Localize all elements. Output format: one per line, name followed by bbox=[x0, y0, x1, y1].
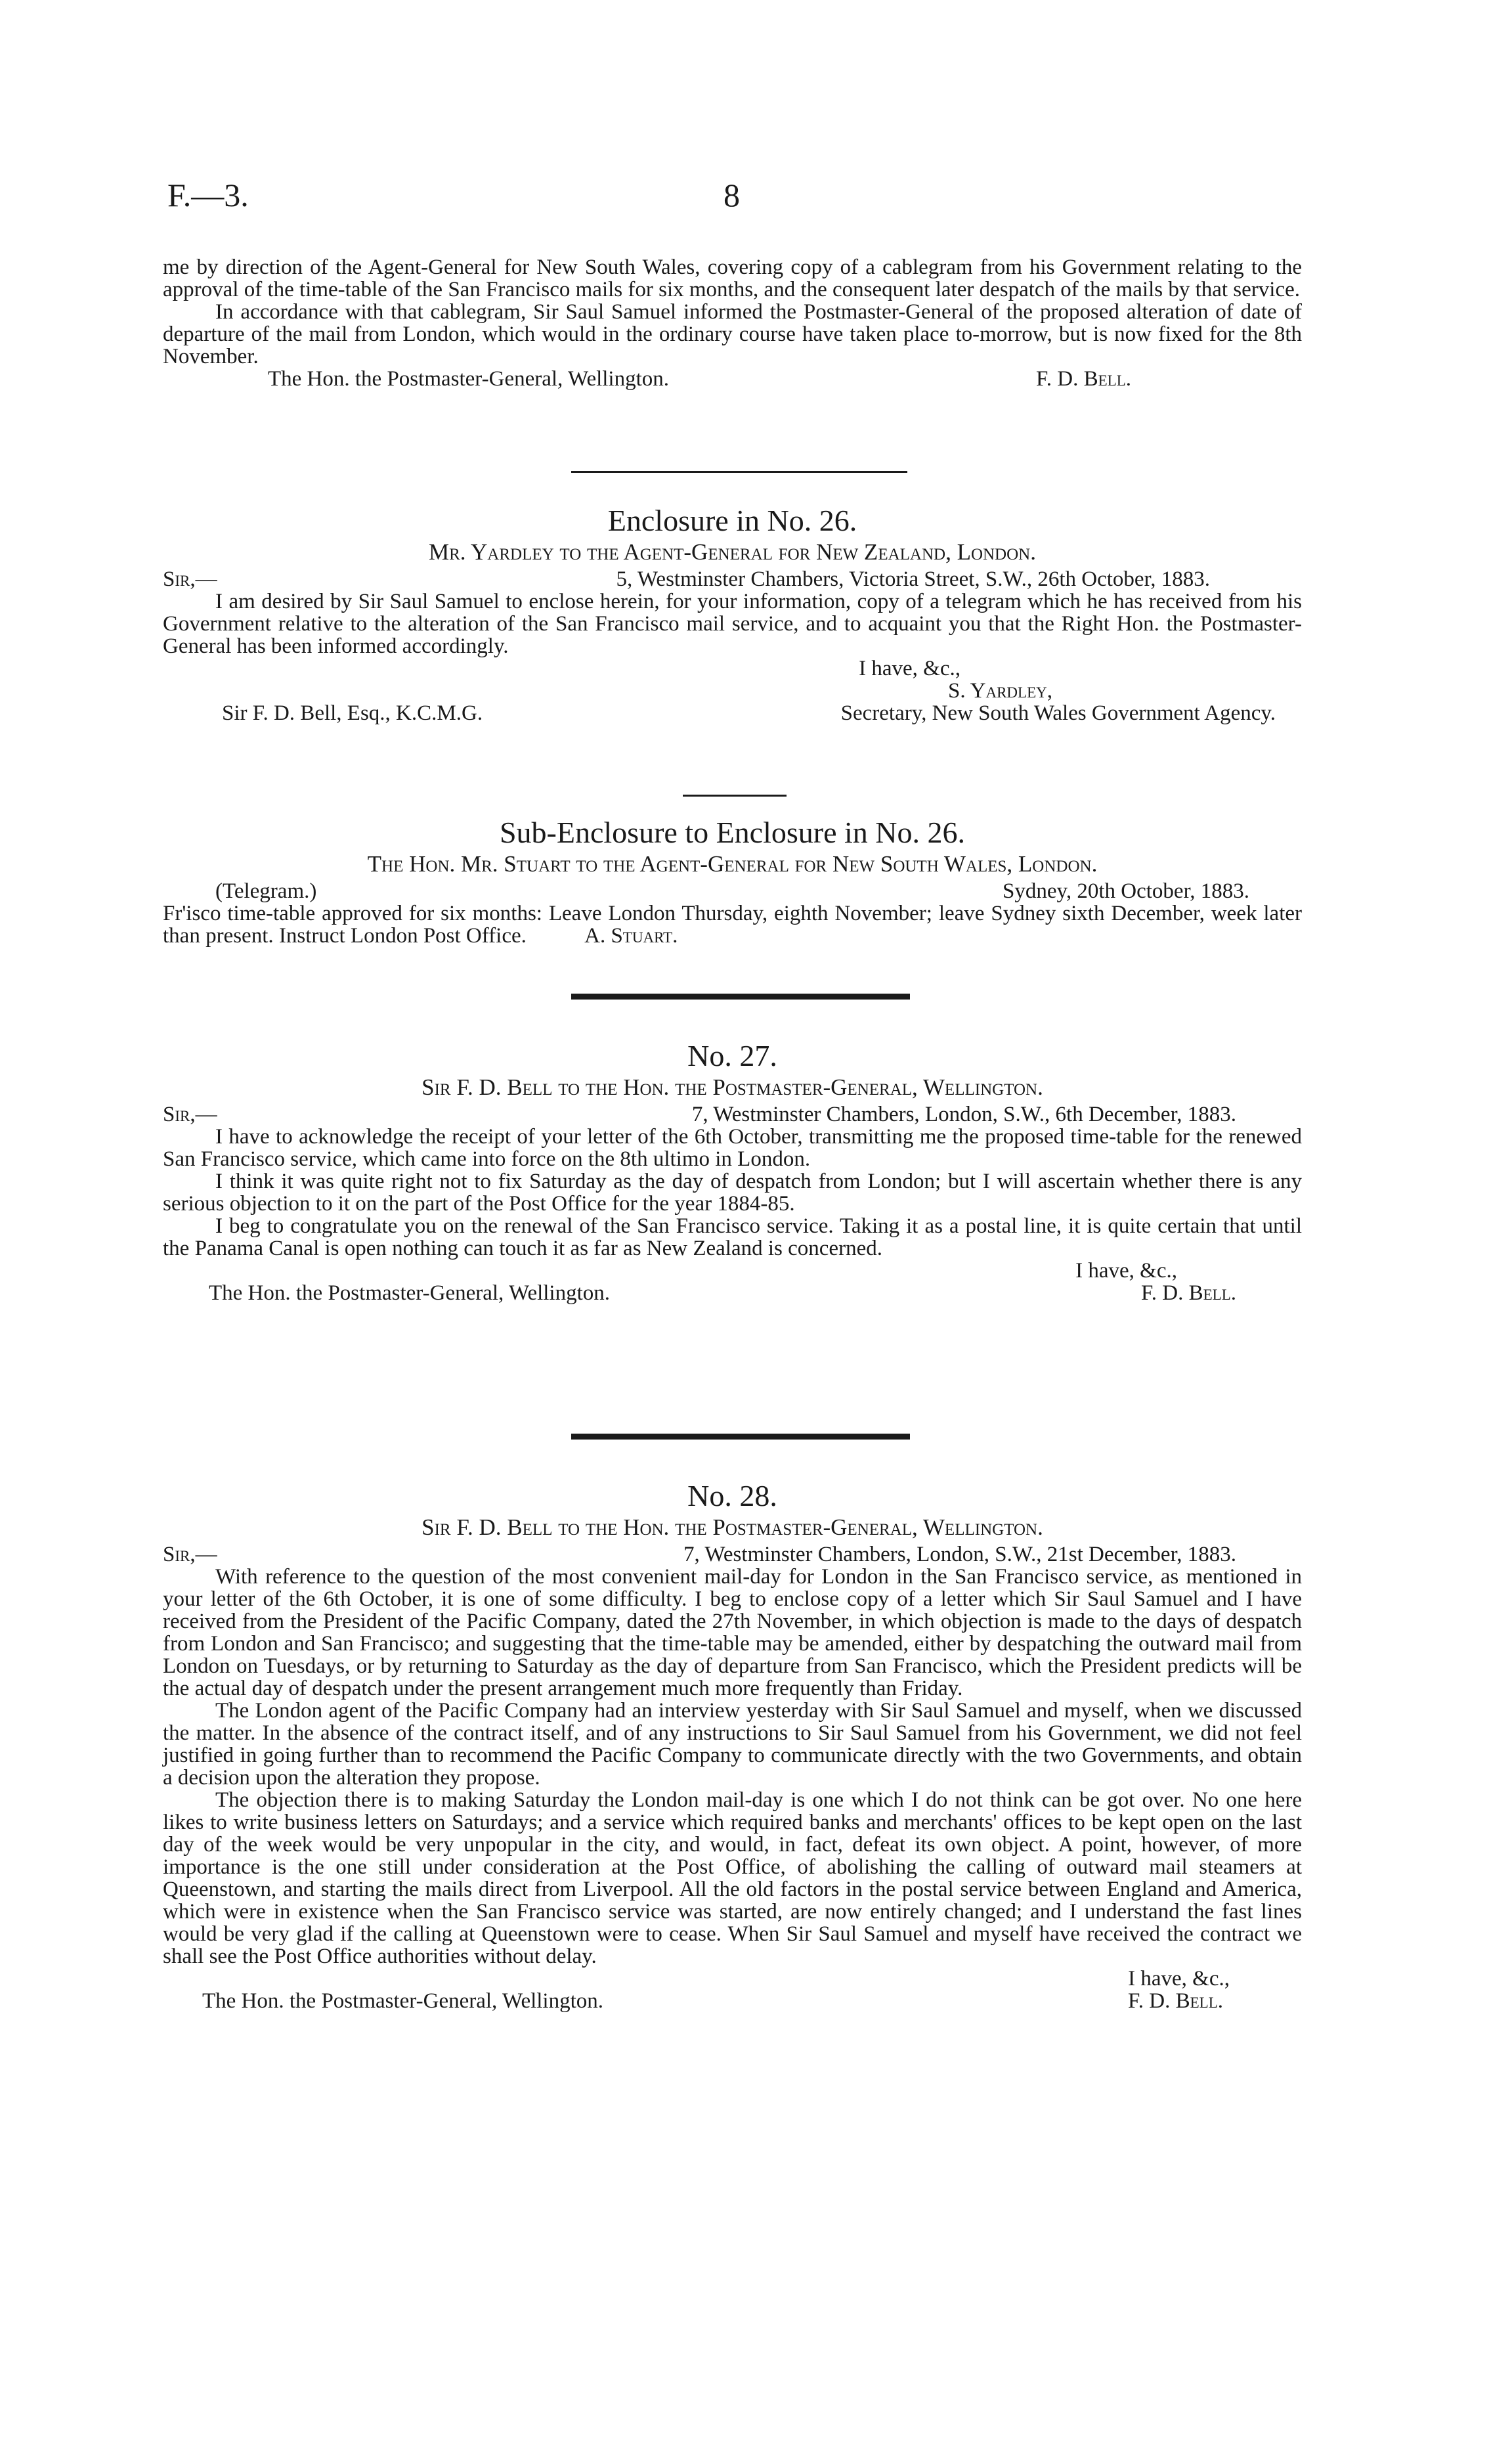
page-reference: F.—3. bbox=[167, 177, 249, 213]
closing: I have, &c., bbox=[1075, 1259, 1177, 1283]
salutation-row bbox=[163, 1103, 1302, 1126]
subenclosure-26 bbox=[163, 814, 1302, 947]
paragraph: I have to acknowledge the receipt of your letter of the 6th October, transmitting me the proposed time-table for the renewed San Francisco service, which came into force on the 8th ultimo in London. bbox=[163, 1125, 1302, 1171]
addressee-title-row bbox=[163, 702, 1302, 724]
addressee-signature-row bbox=[163, 1282, 1302, 1304]
section-heading: Sub-Enclosure to Enclosure in No. 26. bbox=[499, 816, 966, 849]
signature: A. Stuart. bbox=[584, 924, 678, 948]
closing: I have, &c., bbox=[859, 657, 961, 680]
letter-body bbox=[163, 1126, 1302, 1260]
thick-divider bbox=[571, 1434, 910, 1440]
address-date: 5, Westminster Chambers, Victoria Street, S.W., 26th October, 1883. bbox=[616, 567, 1210, 591]
address-date: 7, Westminster Chambers, London, S.W., 21st December, 1883. bbox=[683, 1543, 1236, 1566]
signature: F. D. Bell. bbox=[1128, 1989, 1223, 2013]
letter-body bbox=[163, 1566, 1302, 1968]
signature: F. D. Bell. bbox=[1141, 1281, 1236, 1305]
signature: S. Yardley, bbox=[948, 679, 1052, 703]
salutation: Sir,— bbox=[163, 1103, 217, 1126]
addressee-signature-row bbox=[163, 368, 1302, 390]
top-section bbox=[163, 256, 1302, 390]
telegram-text bbox=[163, 902, 1302, 947]
paragraph: me by direction of the Agent-General for New South Wales, covering copy of a cablegram from his Government relating to the approval of the time-table of the San Francisco mails for six months, and the consequent later despatch of the mails by that service. bbox=[163, 255, 1302, 301]
section-subheading: The Hon. Mr. Stuart to the Agent-General for New South Wales, London. bbox=[367, 851, 1098, 877]
salutation-row bbox=[163, 568, 1302, 590]
salutation: Sir,— bbox=[163, 567, 217, 591]
addressee: The Hon. the Postmaster-General, Wellington. bbox=[209, 1281, 611, 1305]
signature: F. D. Bell. bbox=[1036, 367, 1131, 391]
paragraph: In accordance with that cablegram, Sir Saul Samuel informed the Postmaster-General of the proposed alteration of date of departure of the mail from London, which would in the ordinary course have taken place to-morrow, but is now fixed for the 8th November. bbox=[163, 300, 1302, 368]
paragraph: The objection there is to making Saturday the London mail-day is one which I do not think can be got over. No one here likes to write business letters on Saturdays; and a service which required banks and merchants' offices to be kept open on the last day of the week would be very unpopular in the city, and would, in fact, defeat its own object. A point, however, of more importance is the one still under consideration at the Post Office, of abolishing the calling of outward mail steamers at Queenstown, and starting the mails direct from Liverpool. All the old factors in the postal service between England and America, which were in existence when the San Francisco service was started, are now entirely changed; and I understand the fast lines would be very glad if the calling at Queenstown were to cease. When Sir Saul Samuel and myself have received the contract we shall see the Post Office authorities without delay. bbox=[163, 1788, 1302, 1968]
closing-row bbox=[163, 1260, 1302, 1282]
place-date: Sydney, 20th October, 1883. bbox=[1003, 879, 1249, 903]
addressee-signature-row bbox=[163, 1990, 1302, 2012]
addressee: The Hon. the Postmaster-General, Wellington. bbox=[202, 1989, 604, 2013]
section-divider bbox=[571, 471, 907, 473]
page-number: 8 bbox=[724, 177, 740, 213]
section-subheading: Mr. Yardley to the Agent-General for New Zealand, London. bbox=[429, 539, 1036, 565]
section-subheading: Sir F. D. Bell to the Hon. the Postmaster-General, Wellington. bbox=[421, 1074, 1043, 1100]
telegram-row bbox=[163, 880, 1302, 902]
addressee: Sir F. D. Bell, Esq., K.C.M.G. bbox=[222, 701, 483, 725]
section-heading: No. 27. bbox=[687, 1039, 777, 1072]
secretary-title: Secretary, New South Wales Government Agency. bbox=[840, 701, 1276, 725]
telegram-label: (Telegram.) bbox=[215, 879, 317, 903]
letter-28 bbox=[163, 1478, 1302, 2012]
closing-row bbox=[163, 1968, 1302, 1990]
closing-row bbox=[163, 657, 1302, 680]
section-heading: No. 28. bbox=[687, 1479, 777, 1512]
paragraph: I beg to congratulate you on the renewal of the San Francisco service. Taking it as a postal line, it is quite certain that until the Panama Canal is open nothing can touch it as far as New Zealand is concerned. bbox=[163, 1214, 1302, 1260]
section-subheading: Sir F. D. Bell to the Hon. the Postmaster-General, Wellington. bbox=[421, 1514, 1043, 1540]
salutation-row bbox=[163, 1543, 1302, 1566]
section-heading: Enclosure in No. 26. bbox=[607, 504, 857, 537]
thick-divider bbox=[571, 994, 910, 1000]
addressee: The Hon. the Postmaster-General, Wellington. bbox=[268, 367, 670, 391]
paragraph: I am desired by Sir Saul Samuel to enclose herein, for your information, copy of a telegram which he has received from his Government relative to the alteration of the San Francisco mail service, and to acquaint you that the Right Hon. the Postmaster-General has been informed accordingly. bbox=[163, 590, 1302, 658]
salutation: Sir,— bbox=[163, 1543, 217, 1566]
signature-row bbox=[163, 680, 1302, 702]
paragraph: With reference to the question of the most convenient mail-day for London in the San Francisco service, as mentioned in your letter of the 6th October, it is one of some difficulty. I beg to enclose copy of a letter which Sir Saul Samuel and I have received from the President of the Pacific Company, dated the 27th November, in which objection is made to the days of despatch from London and San Francisco; and suggesting that the time-table may be amended, either by despatching the outward mail from London on Tuesdays, or by returning to Saturday as the day of departure from San Francisco, which the President predicts will be the actual day of despatch under the present arrangement much more frequently than Friday. bbox=[163, 1565, 1302, 1700]
telegram-body: Fr'isco time-table approved for six months: Leave London Thursday, eighth November; leave Sydney sixth December, week later than present. Instruct London Post Office. bbox=[163, 902, 1302, 948]
address-date: 7, Westminster Chambers, London, S.W., 6th December, 1883. bbox=[691, 1103, 1236, 1126]
paragraph: I think it was quite right not to fix Saturday as the day of despatch from London; but I will ascertain whether there is any serious objection to it on the part of the Post Office for the year 1884-85. bbox=[163, 1170, 1302, 1216]
letter-27 bbox=[163, 1038, 1302, 1304]
enclosure-26 bbox=[163, 502, 1302, 724]
closing: I have, &c., bbox=[1128, 1967, 1230, 1991]
short-divider bbox=[683, 795, 787, 797]
paragraph: The London agent of the Pacific Company had an interview yesterday with Sir Saul Samuel and myself, when we discussed the matter. In the absence of the contract itself, and of any instructions to Sir Saul Samuel from his Government, we did not feel justified in going further than to recommend the Pacific Company to communicate directly with the two Governments, and obtain a decision upon the alteration they propose. bbox=[163, 1699, 1302, 1790]
